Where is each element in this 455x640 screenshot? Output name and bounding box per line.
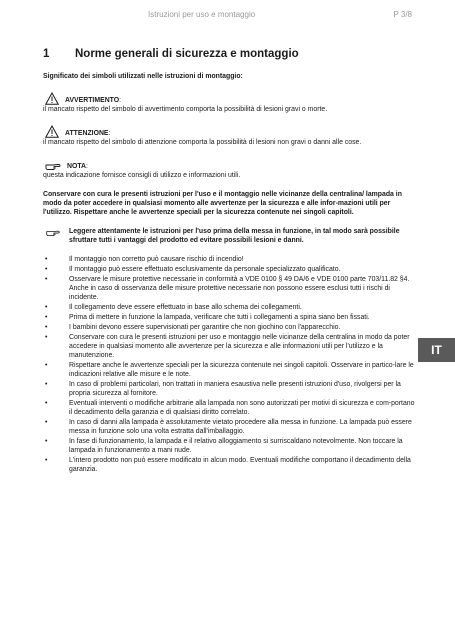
warning-text: il mancato rispetto del simbolo di avvertimento comporta la possibilità di lesioni gravi o morte.: [43, 106, 328, 113]
note-block: [43, 157, 415, 180]
list-item: • Rispettare anche le avvertenze speciali per la sicurezza contenute nei singoli capitoli. Osservare in partico-lare le indicazioni relative alle misure e le note.: [43, 361, 415, 379]
caution-colon: :: [108, 130, 111, 137]
read-hint-text: Leggere attentamente le istruzioni per l'uso prima della messa in funzione, in tal modo sarà possibile sfruttare tutti i vantaggi del prodotto ed evitare possibili lesioni e danni.: [69, 228, 400, 244]
list-item: • In caso di danni alla lampada è assolutamente vietato procedere alla messa in funzione. La lampada può essere messa in funzione solo una volta estratta dall'imballaggio.: [43, 418, 415, 436]
list-item: • L'intero prodotto non può essere modificato in alcun modo. Eventuali modifiche comportano il decadimento della garanzia.: [43, 456, 415, 474]
list-item: • In caso di problemi particolari, non trattati in maniera esaustiva nelle presenti istruzioni d'uso, rivolgersi per la propria sicurezza al fornitore.: [43, 380, 415, 398]
note-text: questa indicazione fornisce consigli di utilizzo e informazioni utili.: [43, 172, 241, 179]
list-item: • Il montaggio non corretto può causare rischio di incendio!: [43, 255, 415, 264]
warning-label: AVVERTIMENTO: [65, 97, 120, 104]
list-item: • Osservare le misure protettive necessarie in conformità a VDE 0100 § 49 DA/6 e VDE 0100 parte 703/11.82 §4. Anche in caso di osservanza delle misure protettive necessarie non possono essere esclusi tutti i rischi di incidente.: [43, 275, 415, 302]
symbols-heading: Significato dei simboli utilizzati nelle istruzioni di montaggio:: [43, 73, 243, 80]
keep-instructions: Conservare con cura le presenti istruzioni per l'uso e il montaggio nelle vicinanze della centralina/ lampada in modo da poter accedere in qualsiasi momento alle avvertenze per la sicurezza e alle infor-mazioni utili per l'utilizzo. Rispettare anche le avvertenze speciali per la sicurezza contenute nei singoli capitoli.: [43, 191, 402, 216]
warning-triangle-icon: [45, 125, 59, 138]
language-tab: IT: [418, 338, 455, 362]
list-item: • Eventuali interventi o modifiche arbitrarie alla lampada non sono autorizzati per motivi di sicurezza e com-portano il decadimento della garanzia e di qualsiasi diritto correlato.: [43, 399, 415, 417]
caution-text: il mancato rispetto del simbolo di attenzione comporta la possibilità di lesioni non gravi o danni alle cose.: [43, 139, 362, 146]
section-number: 1: [43, 48, 50, 60]
note-label: NOTA: [67, 163, 87, 170]
list-item: • In fase di funzionamento, la lampada e il relativo alloggiamento si surriscaldano notevolmente. Non toccare la lampada in funzionamento a mani nude.: [43, 437, 415, 455]
warning-block: [43, 91, 415, 114]
note-colon: :: [86, 163, 88, 170]
warning-colon: :: [119, 97, 122, 104]
list-item: • Il collegamento deve essere effettuato in base allo schema dei collegamenti.: [43, 303, 415, 312]
section-title: Norme generali di sicurezza e montaggio: [75, 48, 299, 60]
caution-block: [43, 124, 415, 147]
list-item: • Il montaggio può essere effettuato esclusivamente da personale specializzato qualificato.: [43, 265, 415, 274]
page-number: P 3/8: [393, 10, 412, 19]
header-title: Istruzioni per uso e montaggio: [148, 10, 256, 19]
list-item: • I bambini devono essere supervisionati per garantire che non giochino con l'apparecchio.: [43, 323, 415, 332]
safety-list: [43, 255, 415, 474]
section-heading: [43, 48, 413, 60]
list-item: • Prima di mettere in funzione la lampada, verificare che tutti i collegamenti a spina siano ben fissati.: [43, 313, 415, 322]
pointing-hand-icon: [45, 161, 61, 171]
page-content: [43, 72, 415, 475]
read-hint-block: [43, 227, 415, 245]
pointing-hand-icon: [45, 228, 61, 237]
page-header: [0, 10, 455, 24]
warning-triangle-icon: [45, 92, 59, 105]
list-item: • Conservare con cura le presenti istruzioni per uso e montaggio nelle vicinanze della centralina in modo da poter accedere in qualsiasi momento alle avvertenze per la sicurezza e alle informazioni utili per l'utilizzo e la manutenzione.: [43, 333, 415, 360]
caution-label: ATTENZIONE: [65, 130, 109, 137]
